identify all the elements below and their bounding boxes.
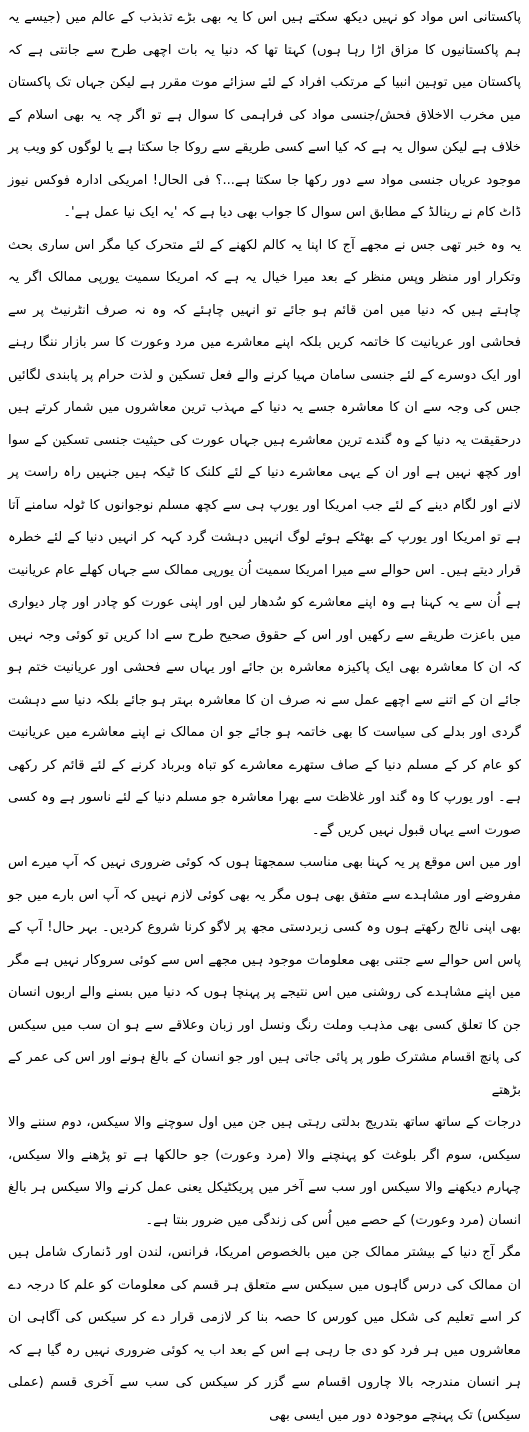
article-paragraph-4: درجات کے ساتھ ساتھ بتدریج بدلتی رہتی ہیں جن میں اول سوچنے والا سیکس، دوم سننے والا سیکس، سوم اگر بلوغت کو پہنچنے والا (مرد وعورت) جو حالکھا ہے تو پڑھنے والا سیکس، چہارم دیکھنے والا سیکس اور سب سے آخر میں پریکٹیکل یعنی عمل کرنے والا سیکس ہر بالغ انسان (مرد وعورت) کے حصے میں اُس کی زندگی میں ضرور بنتا ہے۔: [8, 1115, 521, 1228]
article-paragraph-2: یہ وہ خبر تھی جس نے مجھے آج کا اپنا یہ کالم لکھنے کے لئے متحرک کیا مگر اس ساری بحث وتکرار اور منظر وپس منظر کے بعد میرا خیال یہ ہے کہ امریکا سمیت یورپی ممالک اگر یہ چاہتے ہیں کہ دنیا میں امن قائم ہو جائے تو انہیں چاہئے کہ وہ نہ صرف انٹرنیٹ پر سے فحاشی اور عریانیت کا خاتمہ کریں بلکہ اپنے معاشرے میں مرد وعورت کا سر بازار ننگا رہنے اور ایک دوسرے کے لئے جنسی سامان مہیا کرنے والے فعل تسکین و لذت حرام پر پابندی لگائیں جس کی وجہ سے ان کا معاشرہ جسے یہ دنیا کے مہذب ترین معاشروں میں شمار کرتے ہیں درحقیقت یہ دنیا کے وہ گندے ترین معاشرے ہیں جہاں عورت کی حیثیت جنسی تسکین کے سوا اور کچھ نہیں ہے اور ان کے یہی معاشرے دنیا کے لئے کلنک کا ٹیکہ ہیں جنہیں راہ راست پر لانے اور لگام دینے کے لئے جب امریکا اور یورپ ہی سے کچھ مسلم نوجوانوں کا ٹولہ سامنے آتا ہے تو امریکا اور یورپ کے بھٹکے ہوئے لوگ انہیں دہشت گرد کہہ کر انہیں دنیا کے لئے خطرہ قرار دیتے ہیں۔ اس حوالے سے میرا امریکا سمیت اُن یورپی ممالک سے جہاں کھلے عام عریانیت ہے اُن سے یہ کہنا ہے وہ اپنے معاشرے کو سُدھار لیں اور اپنی عورت کو چادر اور چار دیواری میں باعزت طریقے سے رکھیں اور اس کے حقوق صحیح طرح سے ادا کریں تو کوئی وجہ نہیں کہ ان کا معاشرہ بھی ایک پاکیزہ معاشرہ بن جائے اور یہاں سے فحشی اور عریانیت ختم ہو جائے ان کے اتنے سے اچھے عمل سے نہ صرف ان کا معاشرہ بہتر ہو جائے بلکہ دنیا سے دہشت گردی اور بدلے کی سیاست کا بھی خاتمہ ہو جائے جو ان ممالک نے اپنے معاشرے میں عریانیت کو عام کر کے مسلم دنیا کے صاف ستھرے معاشرے کو تباہ وبرباد کرنے کے لئے قائم کر رکھی ہے۔ اور یورپ کا وہ گند اور غلاظت سے بھرا معاشرہ جو مسلم دنیا کے لئے ناسور ہے وہ کسی صورت اسے یہاں قبول نہیں کریں گے۔: [8, 237, 521, 838]
article-paragraph-3: اور میں اس موقع پر یہ کہنا بھی مناسب سمجھتا ہوں کہ کوئی ضروری نہیں کہ آپ میرے اس مفروضے اور مشاہدے سے متفق بھی ہوں مگر یہ بھی کوئی لازم نہیں کہ آپ اس بارے میں جو بھی اپنی نالج رکھتے ہوں وہ کسی زبردستی مجھ پر لاگو کرنا شروع کردیں۔ بہر حال! آپ کے پاس اس حوالے سے جتنی بھی معلومات موجود ہیں مجھے اس سے کوئی سروکار نہیں ہے مگر میں اپنے مشاہدے کی روشنی میں اس نتیجے پر پہنچا ہوں کہ دنیا میں بسنے والے اربوں انسان جن کا تعلق کسی بھی مذہب وملت رنگ ونسل اور زبان وعلاقے سے ہو ان سب میں سیکس کی پانچ اقسام مشترک طور پر پائی جاتی ہیں اور جو انسان کے بالغ ہونے اور اس کی عمر کے بڑھتے: [8, 855, 521, 1098]
article-paragraph-5: مگر آج دنیا کے بیشتر ممالک جن میں بالخصوص امریکا، فرانس، لندن اور ڈنمارک شامل ہیں ان ممالک کی درس گاہوں میں سیکس سے متعلق ہر قسم کی معلومات کو علم کا درجہ دے کر اسے تعلیم کی شکل میں کورس کا حصہ بنا کر لازمی قرار دے کر سیکس کی آگاہی ان معاشروں میں ہر فرد کو دی جا رہی ہے اس کے بعد اب یہ کوئی ضروری نہیں رہ گیا ہے کہ ہر انسان مندرجہ بالا چاروں اقسام سے گزر کر سیکس کی سب سے آخری قسم (عملی سیکس) تک پہنچے موجودہ دور میں ایسی بھی: [8, 1245, 521, 1423]
article-paragraph-1: پاکستانی اس مواد کو نہیں دیکھ سکتے ہیں اس کا یہ بھی بڑے تذبذب کے عالم میں (جیسے یہ ہم پاکستانیوں کا مزاق اڑا رہا ہوں) کہتا تھا کہ دنیا یہ بات اچھی طرح سے جانتی ہے کہ پاکستان میں توہین انبیا کے مرتکب افراد کے لئے سزائے موت مقرر ہے لیکن جہاں تک پاکستان میں مخرب الاخلاق فحش/جنسی مواد کی فراہمی کا سوال ہے تو اگر چہ یہ بھی اسلام کے خلاف ہے لیکن سوال یہ ہے کہ کیا اسے کسی طریقے سے روکا جا سکتا ہے یا لوگوں کو ویب پر موجود عریاں جنسی مواد سے دور رکھا جا سکتا ہے...؟ فی الحال! امریکی ادارہ فوکس نیوز ڈاٹ کام نے رینالڈ کے مطابق اس سوال کا جواب بھی دیا ہے کہ 'یہ ایک نیا عمل ہے'۔: [8, 10, 521, 220]
